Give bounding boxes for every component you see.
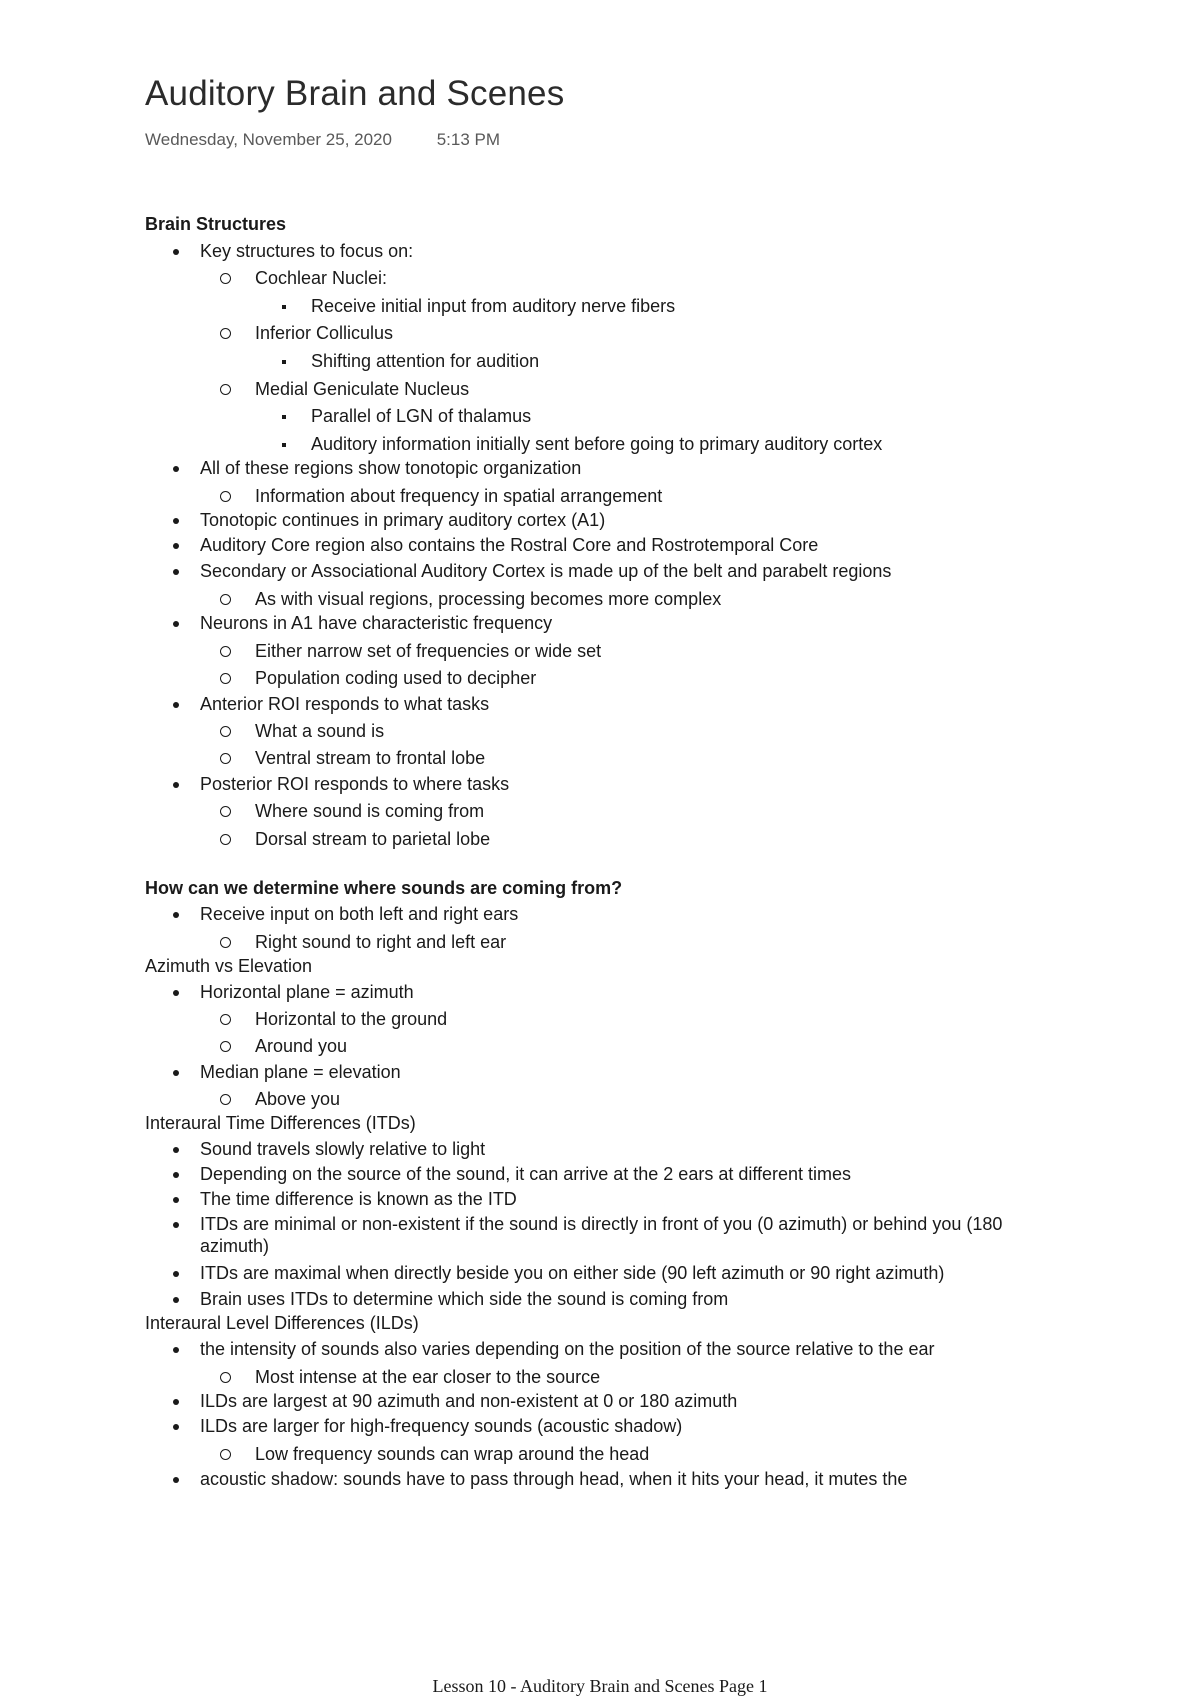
list-item: Horizontal plane = azimuth (200, 982, 414, 1002)
bullet-disc-icon (173, 1297, 179, 1303)
section-heading: Azimuth vs Elevation (145, 956, 313, 976)
page-meta (145, 130, 500, 150)
list-item: ILDs are larger for high-frequency sounds (acoustic shadow) (200, 1416, 683, 1436)
list-item: acoustic shadow: sounds have to pass through head, when it hits your head, it mutes the (200, 1469, 908, 1489)
section-heading: Interaural Time Differences (ITDs) (145, 1113, 416, 1133)
list-item: Posterior ROI responds to where tasks (200, 774, 510, 794)
bullet-circle-icon (220, 1372, 231, 1383)
page-date: Wednesday, November 25, 2020 (145, 130, 392, 149)
bullet-disc-icon (173, 249, 179, 255)
list-item: Neurons in A1 have characteristic frequency (200, 613, 553, 633)
bullet-disc-icon (173, 782, 179, 788)
list-item: Population coding used to decipher (255, 668, 537, 688)
list-item: Depending on the source of the sound, it can arrive at the 2 ears at different times (200, 1164, 852, 1184)
bullet-disc-icon (173, 1070, 179, 1076)
list-item: Horizontal to the ground (255, 1009, 448, 1029)
bullet-disc-icon (173, 702, 179, 708)
bullet-disc-icon (173, 912, 179, 918)
list-item: the intensity of sounds also varies depending on the position of the source relative to the ear (200, 1339, 935, 1359)
list-item: Secondary or Associational Auditory Cortex is made up of the belt and parabelt regions (200, 561, 892, 581)
bullet-circle-icon (220, 273, 231, 284)
bullet-disc-icon (173, 1147, 179, 1153)
bullet-circle-icon (220, 491, 231, 502)
bullet-circle-icon (220, 1014, 231, 1025)
list-item: Tonotopic continues in primary auditory cortex (A1) (200, 510, 606, 530)
bullet-disc-icon (173, 1222, 179, 1228)
list-item: Sound travels slowly relative to light (200, 1139, 486, 1159)
section-heading: Brain Structures (145, 214, 287, 234)
bullet-disc-icon (173, 1399, 179, 1405)
bullet-disc-icon (173, 621, 179, 627)
bullet-circle-icon (220, 1094, 231, 1105)
bullet-disc-icon (173, 569, 179, 575)
bullet-disc-icon (173, 1477, 179, 1483)
list-item: Where sound is coming from (255, 801, 485, 821)
bullet-disc-icon (173, 518, 179, 524)
bullet-disc-icon (173, 466, 179, 472)
list-item: Parallel of LGN of thalamus (311, 406, 532, 426)
list-item: Receive input on both left and right ears (200, 904, 519, 924)
list-item: All of these regions show tonotopic organization (200, 458, 582, 478)
bullet-disc-icon (173, 1197, 179, 1203)
bullet-disc-icon (173, 1424, 179, 1430)
bullet-disc-icon (173, 1271, 179, 1277)
list-item: Around you (255, 1036, 348, 1056)
bullet-square-icon (282, 360, 286, 364)
list-item: Information about frequency in spatial arrangement (255, 486, 663, 506)
list-item: The time difference is known as the ITD (200, 1189, 517, 1209)
list-item: Brain uses ITDs to determine which side the sound is coming from (200, 1289, 729, 1309)
bullet-circle-icon (220, 937, 231, 948)
list-item: Right sound to right and left ear (255, 932, 507, 952)
list-item: Cochlear Nuclei: (255, 268, 388, 288)
page-footer: Lesson 10 - Auditory Brain and Scenes Page 1 (432, 1676, 768, 1696)
list-item: Auditory information initially sent before going to primary auditory cortex (311, 434, 883, 454)
section-heading: Interaural Level Differences (ILDs) (145, 1313, 419, 1333)
section-heading: How can we determine where sounds are coming from? (145, 878, 623, 898)
bullet-disc-icon (173, 1347, 179, 1353)
bullet-circle-icon (220, 726, 231, 737)
bullet-circle-icon (220, 1041, 231, 1052)
bullet-square-icon (282, 415, 286, 419)
list-item: Inferior Colliculus (255, 323, 394, 343)
bullet-circle-icon (220, 753, 231, 764)
list-item: Shifting attention for audition (311, 351, 540, 371)
list-item: Dorsal stream to parietal lobe (255, 829, 491, 849)
list-item: Receive initial input from auditory nerve fibers (311, 296, 676, 316)
list-item: Auditory Core region also contains the Rostral Core and Rostrotemporal Core (200, 535, 819, 555)
list-item: Most intense at the ear closer to the source (255, 1367, 601, 1387)
bullet-circle-icon (220, 1449, 231, 1460)
bullet-disc-icon (173, 543, 179, 549)
list-item: Medial Geniculate Nucleus (255, 379, 470, 399)
list-item: What a sound is (255, 721, 385, 741)
bullet-circle-icon (220, 594, 231, 605)
list-item: Ventral stream to frontal lobe (255, 748, 486, 768)
bullet-circle-icon (220, 834, 231, 845)
bullet-square-icon (282, 443, 286, 447)
bullet-circle-icon (220, 806, 231, 817)
bullet-circle-icon (220, 646, 231, 657)
bullet-disc-icon (173, 1172, 179, 1178)
list-item: Low frequency sounds can wrap around the head (255, 1444, 650, 1464)
bullet-circle-icon (220, 384, 231, 395)
list-item: Either narrow set of frequencies or wide set (255, 641, 602, 661)
list-item: Key structures to focus on: (200, 241, 414, 261)
list-item: ILDs are largest at 90 azimuth and non-existent at 0 or 180 azimuth (200, 1391, 738, 1411)
list-item: ITDs are minimal or non-existent if the sound is directly in front of you (0 azimuth) or behind you (180 azimuth) (200, 1214, 1003, 1256)
bullet-square-icon (282, 305, 286, 309)
list-item: As with visual regions, processing becomes more complex (255, 589, 722, 609)
list-item: ITDs are maximal when directly beside you on either side (90 left azimuth or 90 right azimuth) (200, 1263, 945, 1283)
page-time: 5:13 PM (436, 130, 501, 149)
bullet-circle-icon (220, 673, 231, 684)
list-item: Median plane = elevation (200, 1062, 401, 1082)
list-item: Above you (255, 1089, 341, 1109)
bullet-circle-icon (220, 328, 231, 339)
bullet-disc-icon (173, 990, 179, 996)
page-title: Auditory Brain and Scenes (145, 74, 565, 113)
list-item: Anterior ROI responds to what tasks (200, 694, 490, 714)
